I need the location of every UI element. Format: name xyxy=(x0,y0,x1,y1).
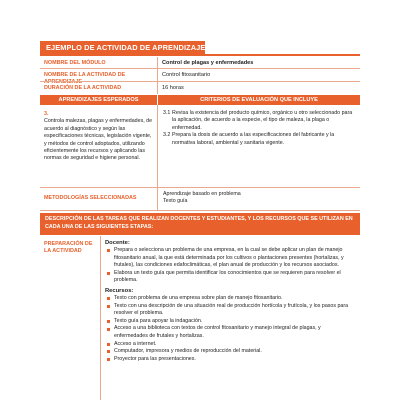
bullet-icon xyxy=(107,358,110,361)
resource-item: Acceso a una biblioteca con textos de control fitosanitario y manejo integral de plagas, y enfermedades de frutales y hortalizas. xyxy=(105,325,355,340)
teacher-task-list xyxy=(105,247,355,285)
resource-item: Texto guía para apoyar la indagación. xyxy=(105,318,355,326)
bullet-icon xyxy=(107,320,110,323)
resources-title: Recursos: xyxy=(105,287,134,294)
resource-item: Texto con una descripción de una situación real de producción hortícola y frutícola, y los pasos para resolver el problema. xyxy=(105,303,355,318)
methodology-item: Texto guía xyxy=(163,198,188,205)
expected-learning-cell xyxy=(40,107,157,187)
expected-learning-header: APRENDIZAJES ESPERADOS xyxy=(40,95,157,105)
evaluation-criteria-cell xyxy=(158,110,360,186)
criterion-item: 3.2 Prepara la dosis de acuerdo a las especificaciones del fabricante y la normativa laboral, ambiental y sanitaria vigente. xyxy=(163,132,335,146)
bullet-icon xyxy=(107,305,110,308)
methodologies-label: METODOLOGÍAS SELECCIONADAS xyxy=(44,195,137,201)
bullet-icon xyxy=(107,343,110,346)
resources-list xyxy=(105,295,355,363)
bullet-icon xyxy=(107,297,110,300)
document-title: EJEMPLO DE ACTIVIDAD DE APRENDIZAJE xyxy=(40,41,205,55)
evaluation-criteria-header: CRITERIOS DE EVALUACIÓN QUE INCLUYE xyxy=(158,95,360,105)
activity-name-label: NOMBRE DE LA ACTIVIDAD DE xyxy=(44,72,126,78)
column-divider xyxy=(157,188,158,210)
learning-number: 3. xyxy=(44,111,49,117)
resource-item: Acceso a internet. xyxy=(105,341,355,349)
criterion-item: 3.1 Revisa la existencia del producto químico, orgánico u otro seleccionado para la aplicación, de acuerdo a la especie, el tipo de maleza, la plaga o enfermedad. xyxy=(163,110,353,131)
resource-item: Texto con problema de una empresa sobre plan de manejo fitosanitario. xyxy=(105,295,355,303)
teacher-task: Elabora un texto guía que permita identificar los conocimientos que se requieren para resolver el problema. xyxy=(105,270,355,285)
preparation-label: PREPARACIÓN DE LA ACTIVIDAD xyxy=(44,241,93,254)
learning-text: Controla malezas, plagas y enfermedades, de acuerdo al diagnóstico y según las especificaciones técnicas, legislación vigente, y métodos de control adoptados, utilizando eficientemente los recursos y aplicando las normas de seguridad e higiene personal. xyxy=(44,118,153,162)
tasks-description-band: DESCRIPCIÓN DE LAS TAREAS QUE REALIZAN DOCENTES Y ESTUDIANTES, Y LOS RECURSOS QUE SE UTILIZAN EN CADA UNA DE LAS SIGUIENTES ETAPAS: xyxy=(40,213,360,235)
module-name-value: Control de plagas y enfermedades xyxy=(162,60,254,66)
title-rule xyxy=(40,54,360,56)
teacher-task: Prepara o selecciona un problema de una empresa, en la cual se debe aplicar un plan de manejo fitosanitario anual, la que está determinada por los cultivos o plantaciones presentes (hortalizas, y frutales), las condiciones edafoclimáticas, el plan anual de producción y los recursos asociados. xyxy=(105,247,355,270)
resource-item: Computador, impresora y medios de reproducción del material. xyxy=(105,348,355,356)
bullet-icon xyxy=(107,328,110,331)
methodology-item: Aprendizaje basado en problema xyxy=(163,191,241,197)
module-name-label: NOMBRE DEL MÓDULO xyxy=(44,60,106,66)
activity-name-value: Control fitosanitario xyxy=(162,72,211,78)
preparation-content xyxy=(101,240,360,400)
row-divider xyxy=(40,210,360,211)
column-divider xyxy=(157,57,158,94)
bullet-icon xyxy=(107,249,110,252)
bullet-icon xyxy=(107,272,110,275)
duration-label: DURACIÓN DE LA ACTIVIDAD xyxy=(44,85,122,91)
methodologies-value xyxy=(158,189,360,209)
row-divider xyxy=(40,187,360,188)
bullet-icon xyxy=(107,350,110,353)
duration-value: 16 horas xyxy=(162,85,184,91)
teacher-title: Docente: xyxy=(105,240,130,246)
resource-item: Proyector para las presentaciones. xyxy=(105,356,355,364)
